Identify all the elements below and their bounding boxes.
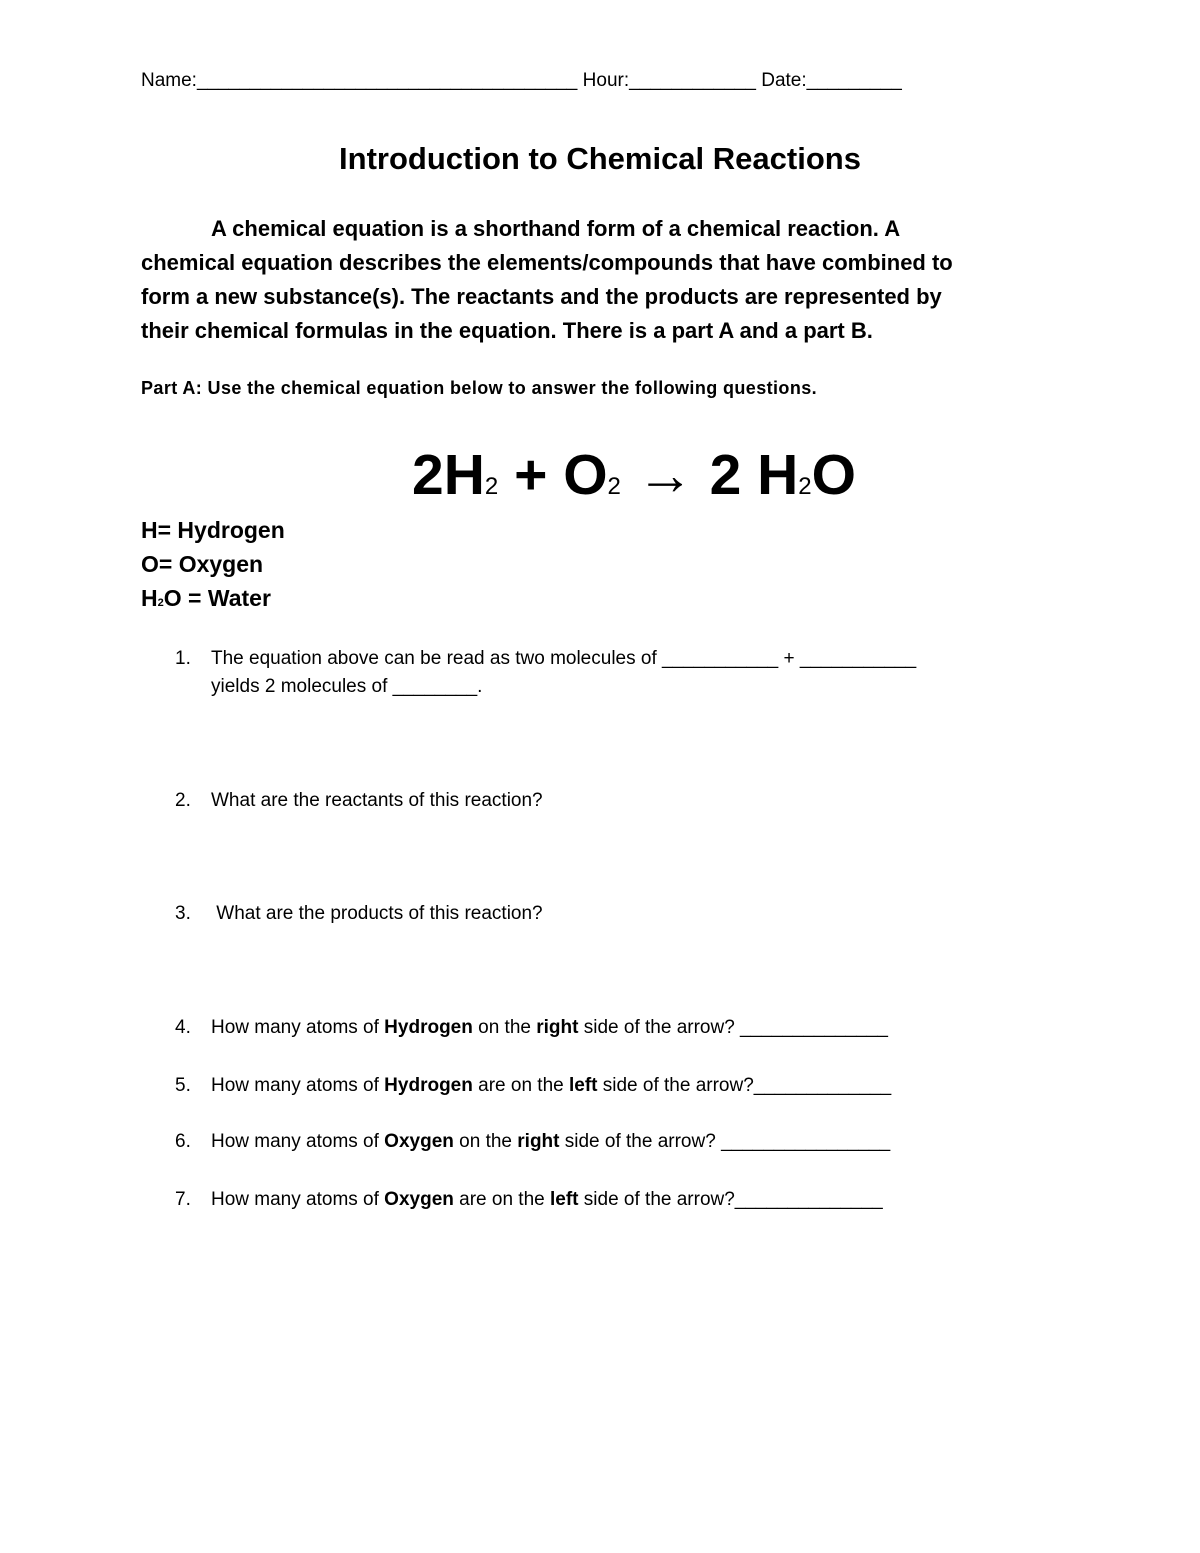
legend-water [141,581,285,620]
question-text-blank: side of the arrow?______________ [578,1189,883,1210]
page-title: Introduction to Chemical Reactions [339,141,861,176]
question-text: on the [453,1131,518,1152]
equation-term-2: + O [498,443,608,507]
question-emphasis-element: Hydrogen [384,1075,473,1096]
question-text-blank: side of the arrow? ______________ [578,1017,888,1038]
question-text: What are the products of this reaction? [211,903,543,924]
question-5 [175,1072,1055,1100]
question-number: 7. [175,1189,191,1210]
intro-line-4: their chemical formulas in the equation. There is a part A and a part B. [141,318,873,343]
question-number: 5. [175,1075,191,1096]
equation-subscript-2: 2 [607,473,621,500]
question-number: 3. [175,903,191,924]
question-3 [175,900,1055,928]
question-text-blank: side of the arrow? ________________ [559,1131,891,1152]
legend-water-h: H [141,585,158,611]
question-text: are on the [453,1189,550,1210]
question-6 [175,1128,1055,1156]
date-blank: _________ [806,70,902,91]
question-number: 6. [175,1131,191,1152]
question-4 [175,1014,1055,1042]
equation-term-1: 2H [412,443,485,507]
intro-line-3: form a new substance(s). The reactants and the products are represented by [141,284,942,309]
hour-blank: ____________ [629,70,756,91]
question-emphasis-side: right [517,1131,560,1152]
header-line [141,70,1071,92]
question-text: How many atoms of [211,1189,385,1210]
equation-subscript-1: 2 [484,473,499,500]
legend-water-rest: O = Water [163,585,271,611]
question-text: How many atoms of [211,1017,385,1038]
question-text: What are the reactants of this reaction? [211,790,543,811]
question-emphasis-side: left [568,1075,598,1096]
question-number: 2. [175,790,191,811]
element-legend [141,513,285,620]
question-text: are on the [472,1075,569,1096]
intro-line-1: A chemical equation is a shorthand form of a chemical reaction. A [211,216,901,241]
hour-label: Hour: [582,70,630,91]
legend-water-subscript: 2 [157,597,164,609]
question-number: 1. [175,648,191,669]
question-text: on the [472,1017,537,1038]
question-emphasis-side: left [550,1189,579,1210]
question-text-blank: side of the arrow?_____________ [597,1075,892,1096]
equation-term-4: O [811,443,856,507]
chemical-equation [0,442,1200,508]
question-number: 4. [175,1017,191,1038]
equation-subscript-3: 2 [798,473,812,500]
question-text: How many atoms of [211,1075,385,1096]
question-emphasis-element: Hydrogen [384,1017,473,1038]
question-emphasis-element: Oxygen [384,1189,454,1210]
question-text: How many atoms of [211,1131,385,1152]
legend-hydrogen: H= Hydrogen [141,517,285,543]
name-blank: ____________________________________ [196,70,578,91]
question-text: The equation above can be read as two molecules of ___________ + ___________ [211,648,917,669]
intro-paragraph [141,212,1041,348]
question-7 [175,1186,1055,1214]
question-2 [175,787,1055,815]
question-emphasis-element: Oxygen [384,1131,454,1152]
question-text-continued: yields 2 molecules of ________. [211,676,483,697]
question-emphasis-side: right [536,1017,579,1038]
date-label: Date: [761,70,807,91]
question-1 [175,645,1055,701]
name-label: Name: [141,70,197,91]
equation-term-3: → 2 H [620,443,799,507]
legend-oxygen: O= Oxygen [141,551,264,577]
part-a-instructions: Part A: Use the chemical equation below to answer the following questions. [141,378,818,398]
intro-line-2: chemical equation describes the elements/compounds that have combined to [141,250,953,275]
